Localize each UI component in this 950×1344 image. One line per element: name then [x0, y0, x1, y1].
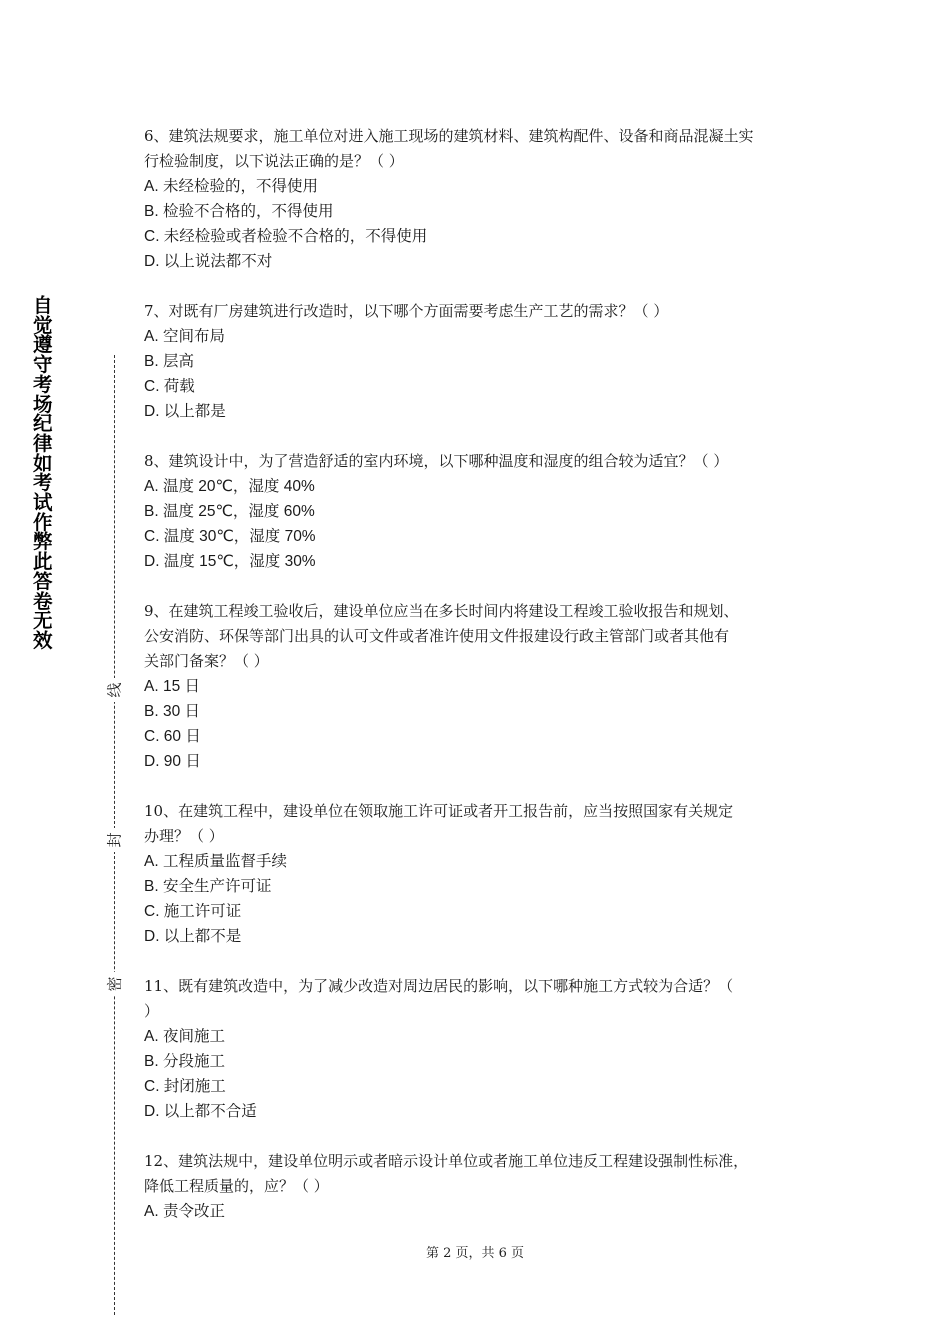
question-11: [144, 974, 814, 1124]
option-d: D. 以上说法都不对: [144, 253, 273, 270]
exam-discipline-warning: 自觉遵守考场纪律如考试作弊此答卷无效: [33, 294, 53, 652]
seal-char-line: 线: [106, 678, 124, 702]
option-b: B. 温度 25℃，湿度 60%: [144, 503, 315, 520]
option-d: D. 以上都是: [144, 403, 226, 420]
option-a: A. 工程质量监督手续: [144, 853, 287, 870]
question-8: [144, 449, 814, 574]
question-text-line: 10、在建筑工程中，建设单位在领取施工许可证或者开工报告前，应当按照国家有关规定: [144, 802, 734, 820]
question-text-line: 12、建筑法规中，建设单位明示或者暗示设计单位或者施工单位违反工程建设强制性标准，: [144, 1152, 749, 1170]
option-a: A. 温度 20℃，湿度 40%: [144, 478, 315, 495]
option-c: C. 未经检验或者检验不合格的，不得使用: [144, 228, 428, 245]
option-c: C. 荷载: [144, 378, 195, 395]
question-12: [144, 1149, 814, 1224]
option-c: C. 温度 30℃，湿度 70%: [144, 528, 316, 545]
question-text-line: 6、建筑法规要求，施工单位对进入施工现场的建筑材料、建筑构配件、设备和商品混凝土实: [144, 127, 754, 145]
question-text-line: 关部门备案？（ ）: [144, 652, 269, 670]
question-text-line: 9、在建筑工程竣工验收后，建设单位应当在多长时间内将建设工程竣工验收报告和规划、: [144, 602, 739, 620]
question-text-line: 行检验制度，以下说法正确的是？（ ）: [144, 152, 404, 170]
option-d: D. 温度 15℃，湿度 30%: [144, 553, 316, 570]
option-a: A. 未经检验的，不得使用: [144, 178, 318, 195]
question-text-line: 11、既有建筑改造中，为了减少改造对周边居民的影响，以下哪种施工方式较为合适？（: [144, 977, 734, 995]
option-a: A. 15 日: [144, 678, 200, 695]
option-a: A. 空间布局: [144, 328, 225, 345]
option-b: B. 检验不合格的，不得使用: [144, 203, 334, 220]
option-c: C. 封闭施工: [144, 1078, 226, 1095]
page-number: 第 2 页，共 6 页: [425, 1246, 525, 1261]
option-b: B. 分段施工: [144, 1053, 225, 1070]
option-c: C. 60 日: [144, 728, 201, 745]
option-a: A. 责令改正: [144, 1203, 225, 1220]
question-7: [144, 299, 814, 424]
option-b: B. 30 日: [144, 703, 200, 720]
question-9: [144, 599, 814, 774]
option-c: C. 施工许可证: [144, 903, 242, 920]
question-list: [144, 124, 814, 1249]
question-6: [144, 124, 814, 274]
question-text-line: 降低工程质量的，应？（ ）: [144, 1177, 329, 1195]
question-text-line: 7、对既有厂房建筑进行改造时，以下哪个方面需要考虑生产工艺的需求？（ ）: [144, 302, 669, 320]
question-10: [144, 799, 814, 949]
option-b: B. 层高: [144, 353, 194, 370]
question-text-line: 办理？（ ）: [144, 827, 224, 845]
question-text-line: 8、建筑设计中，为了营造舒适的室内环境，以下哪种温度和湿度的组合较为适宜？（ ）: [144, 452, 729, 470]
seal-char-secret: 密: [106, 972, 124, 996]
question-text-line: ）: [144, 1002, 160, 1020]
option-d: D. 以上都不合适: [144, 1103, 257, 1120]
option-a: A. 夜间施工: [144, 1028, 225, 1045]
question-text-line: 公安消防、环保等部门出具的认可文件或者准许使用文件报建设行政主管部门或者其他有: [144, 627, 730, 645]
seal-char-seal: 封: [106, 828, 124, 852]
option-b: B. 安全生产许可证: [144, 878, 272, 895]
option-d: D. 以上都不是: [144, 928, 242, 945]
option-d: D. 90 日: [144, 753, 201, 770]
